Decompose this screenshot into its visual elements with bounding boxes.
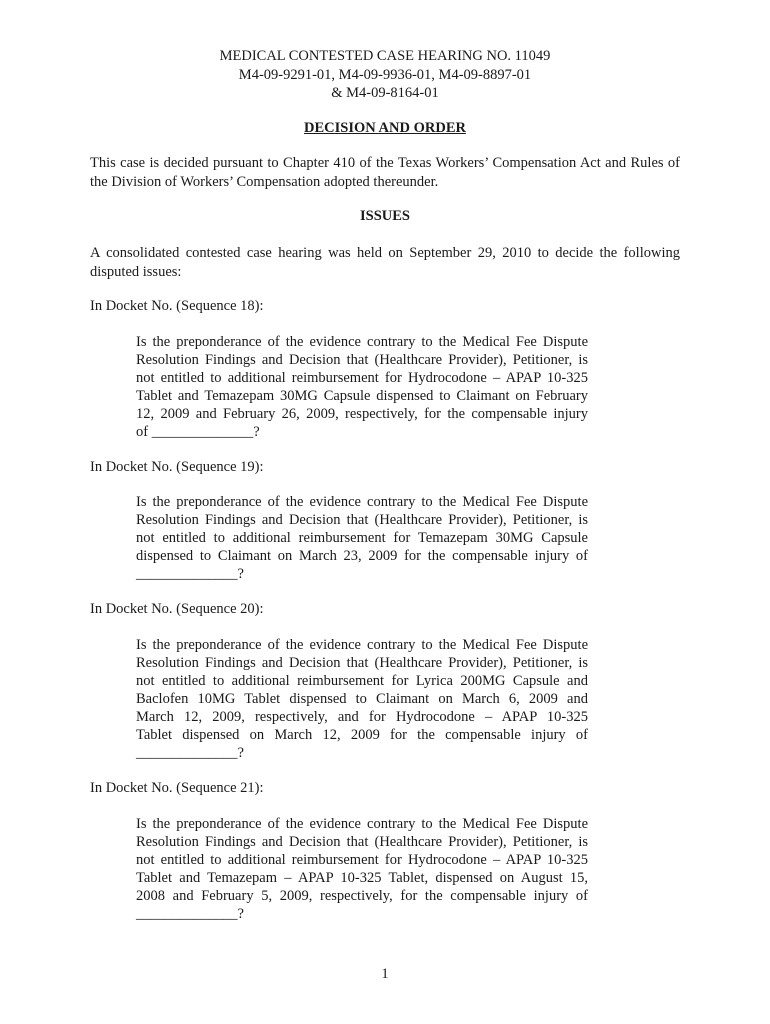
issue-line: Tablet dispensed on March 12, 2009 for the compensable injury of	[136, 727, 588, 743]
docket-label-seq20: In Docket No. (Sequence 20):	[90, 601, 264, 617]
issue-text-seq19	[136, 493, 588, 583]
case-header	[0, 47, 770, 103]
issue-line: not entitled to additional reimbursement for Hydrocodone – APAP 10-325	[136, 370, 588, 386]
issue-line: ______________?	[136, 566, 244, 582]
docket-label-seq21: In Docket No. (Sequence 21):	[90, 780, 264, 796]
issue-line: March 12, 2009, respectively, and for Hydrocodone – APAP 10-325	[136, 709, 588, 725]
issue-line: Resolution Findings and Decision that (Healthcare Provider), Petitioner, is	[136, 352, 588, 368]
issue-line: 2008 and February 5, 2009, respectively, for the compensable injury of	[136, 888, 588, 904]
issue-line: Tablet and Temazepam 30MG Capsule dispensed to Claimant on February	[136, 388, 588, 404]
case-number: MEDICAL CONTESTED CASE HEARING NO. 11049	[219, 48, 551, 64]
page-number: 1	[381, 966, 389, 982]
issue-line: dispensed to Claimant on March 23, 2009 for the compensable injury of	[136, 548, 588, 564]
issues-heading: ISSUES	[360, 208, 410, 224]
issue-text-seq21	[136, 815, 588, 923]
issue-line: of ______________?	[136, 424, 260, 440]
consolidated-paragraph: A consolidated contested case hearing was held on September 29, 2010 to decide the following disputed issues:	[90, 245, 680, 280]
issue-line: Is the preponderance of the evidence contrary to the Medical Fee Dispute	[136, 334, 588, 350]
docket-numbers-cont: & M4-09-8164-01	[331, 85, 439, 101]
issue-line: 12, 2009 and February 26, 2009, respectively, for the compensable injury	[136, 406, 588, 422]
issue-line: Tablet and Temazepam – APAP 10-325 Tablet, dispensed on August 15,	[136, 870, 588, 886]
document-title: DECISION AND ORDER	[304, 120, 466, 136]
issue-line: Resolution Findings and Decision that (Healthcare Provider), Petitioner, is	[136, 834, 588, 850]
issue-line: Is the preponderance of the evidence contrary to the Medical Fee Dispute	[136, 816, 588, 832]
issue-line: Baclofen 10MG Tablet dispensed to Claimant on March 6, 2009 and	[136, 691, 588, 707]
issue-line: not entitled to additional reimbursement for Lyrica 200MG Capsule and	[136, 673, 588, 689]
issue-line: ______________?	[136, 906, 244, 922]
intro-paragraph: This case is decided pursuant to Chapter 410 of the Texas Workers’ Compensation Act and Rules of the Division of Workers’ Compensation adopted thereunder.	[90, 155, 680, 190]
issue-text-seq18	[136, 333, 588, 441]
docket-label-seq18: In Docket No. (Sequence 18):	[90, 298, 264, 314]
docket-numbers: M4-09-9291-01, M4-09-9936-01, M4-09-8897-01	[238, 66, 532, 83]
issue-line: not entitled to additional reimbursement for Hydrocodone – APAP 10-325	[136, 852, 588, 868]
issue-line: Is the preponderance of the evidence contrary to the Medical Fee Dispute	[136, 494, 588, 510]
docket-label-seq19: In Docket No. (Sequence 19):	[90, 459, 264, 475]
issue-line: not entitled to additional reimbursement for Temazepam 30MG Capsule	[136, 530, 588, 546]
issue-text-seq20	[136, 636, 588, 762]
issue-line: Resolution Findings and Decision that (Healthcare Provider), Petitioner, is	[136, 512, 588, 528]
issue-line: Is the preponderance of the evidence contrary to the Medical Fee Dispute	[136, 637, 588, 653]
issue-line: ______________?	[136, 745, 244, 761]
issue-line: Resolution Findings and Decision that (Healthcare Provider), Petitioner, is	[136, 655, 588, 671]
